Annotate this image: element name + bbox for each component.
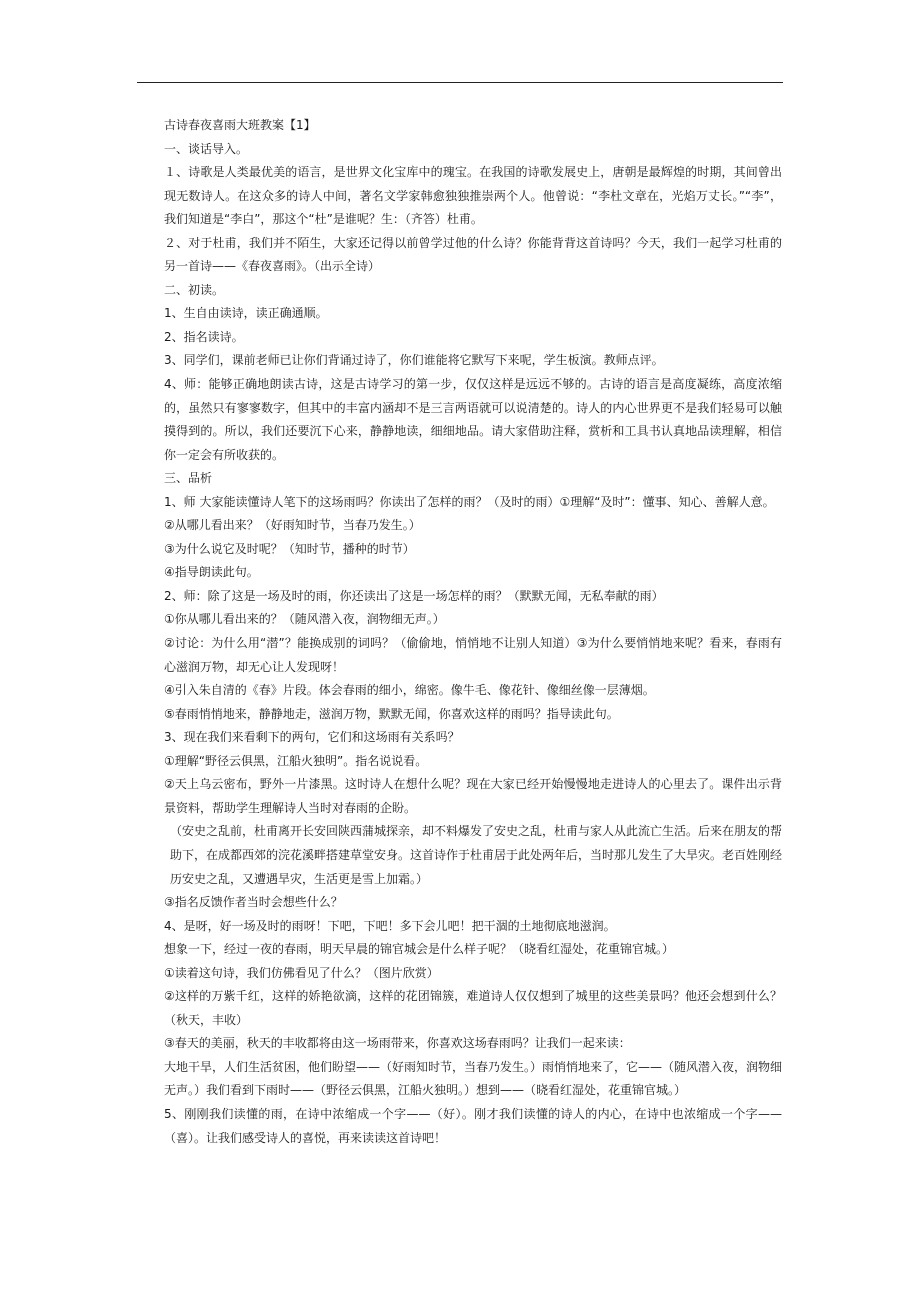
paragraph: ②天上乌云密布，野外一片漆黑。这时诗人在想什么呢？现在大家已经开始慢慢地走进诗人的心里去了。课件出示背景资料，帮助学生理解诗人当时对春雨的企盼。	[164, 777, 782, 815]
paragraph: ④引入朱自清的《春》片段。体会春雨的细小，绵密。像牛毛、像花针、像细丝像一层薄烟。	[164, 683, 655, 698]
paragraph: ⑤春雨悄悄地来，静静地走，滋润万物，默默无闻，你喜欢这样的雨吗？指导读此句。	[164, 706, 619, 721]
paragraph: ②从哪儿看出来？（好雨知时节，当春乃发生。）	[164, 518, 421, 533]
paragraph: 2、师：除了这是一场及时的雨，你还读出了这是一场怎样的雨？（默默无闻，无私奉献的雨）	[164, 588, 664, 603]
paragraph: ①你从哪儿看出来的？（随风潜入夜，润物细无声。）	[164, 612, 445, 627]
paragraph-list	[140, 138, 782, 1151]
paragraph: ③春天的美丽，秋天的丰收都将由这一场雨带来，你喜欢这场春雨吗？让我们一起来读：	[164, 1036, 631, 1051]
paragraph: １、诗歌是人类最优美的语言，是世界文化宝库中的瑰宝。在我国的诗歌发展史上，唐朝是最辉煌的时期，其间曾出现无数诗人。在这众多的诗人中间，著名文学家韩愈独独推崇两个人。他曾说：“李杜文章在，光焰万丈长。”“李”，我们知道是“李白”，那这个“杜”是谁呢？生：（齐答）杜甫。	[164, 165, 782, 227]
paragraph: ③指名反馈作者当时会想些什么？	[164, 895, 343, 910]
paragraph: 1、生自由读诗，读正确通顺。	[164, 306, 328, 321]
paragraph: 2、指名读诗。	[164, 329, 244, 344]
paragraph: ①理解“野径云俱黑，江船火独明”。指名说说看。	[164, 753, 428, 768]
paragraph: ③为什么说它及时呢？（知时节，播种的时节）	[164, 541, 415, 556]
paragraph: 三、品析	[164, 471, 213, 486]
paragraph: 大地干旱，人们生活贫困，他们盼望——（好雨知时节，当春乃发生。）雨悄悄地来了，它——（随风潜入夜，润物细无声。）我们看到下雨时——（野径云俱黑，江船火独明。）想到——（晓看红湿处，花重锦官城。）	[164, 1059, 782, 1098]
header-rule	[137, 82, 783, 83]
paragraph: 想象一下，经过一夜的春雨，明天早晨的锦官城会是什么样子呢？（晓看红湿处，花重锦官城。）	[164, 942, 675, 957]
document-title: 古诗春夜喜雨大班教案【1】	[164, 118, 316, 132]
paragraph: ２、对于杜甫，我们并不陌生，大家还记得以前曾学过他的什么诗？你能背背这首诗吗？今天，我们一起学习杜甫的另一首诗——《春夜喜雨》。（出示全诗）	[164, 235, 782, 274]
paragraph: 1、师 大家能读懂诗人笔下的这场雨吗？你读出了怎样的雨？（及时的雨）①理解“及时”：懂事、知心、善解人意。	[164, 494, 775, 509]
paragraph: 一、谈话导入。	[164, 141, 249, 156]
paragraph: 4、师：能够正确地朗读古诗，这是古诗学习的第一步，仅仅这样是远远不够的。古诗的语言是高度凝练，高度浓缩的，虽然只有寥寥数字，但其中的丰富内涵却不是三言两语就可以说清楚的。诗人的内心世界更不是我们轻易可以触摸得到的。所以，我们还要沉下心来，静静地读，细细地品。请大家借助注释，赏析和工具书认真地品读理解，相信你一定会有所收获的。	[164, 377, 782, 462]
paragraph: 3、现在我们来看剩下的两句，它们和这场雨有关系吗？	[164, 730, 460, 745]
paragraph: （安史之乱前，杜甫离开长安回陕西蒲城探亲，却不料爆发了安史之乱，杜甫与家人从此流亡生活。后来在朋友的帮助下，在成都西郊的浣花溪畔搭建草堂安身。这首诗作于杜甫居于此处两年后，当时那儿发生了大旱灾。老百姓刚经历安史之乱，又遭遇旱灾，生活更是雪上加霜。）	[170, 824, 782, 886]
paragraph: 二、初读。	[164, 282, 225, 297]
paragraph: 3、同学们，课前老师已让你们背诵过诗了，你们谁能将它默写下来呢，学生板演。教师点评。	[164, 353, 664, 368]
paragraph: ①读着这句诗，我们仿佛看见了什么？（图片欣赏）	[164, 965, 439, 980]
paragraph: ②这样的万紫千红，这样的娇艳欲滴，这样的花团锦簇，难道诗人仅仅想到了城里的这些美景吗？他还会想到什么？（秋天，丰收）	[164, 989, 782, 1027]
paragraph: 4、是呀，好一场及时的雨呀！下吧，下吧！多下会儿吧！把干涸的土地彻底地滋润。	[164, 918, 616, 933]
paragraph: ②讨论：为什么用“潜”？能换成别的词吗？（偷偷地，悄悄地不让别人知道）③为什么要悄悄地来呢？看来，春雨有心滋润万物，却无心让人发现呀！	[164, 636, 782, 674]
document-body	[140, 114, 782, 1150]
paragraph: 5、刚刚我们读懂的雨，在诗中浓缩成一个字——（好）。刚才我们读懂的诗人的内心，在诗中也浓缩成一个字——（喜）。让我们感受诗人的喜悦，再来读读这首诗吧！	[164, 1106, 782, 1145]
paragraph: ④指导朗读此句。	[164, 565, 259, 580]
